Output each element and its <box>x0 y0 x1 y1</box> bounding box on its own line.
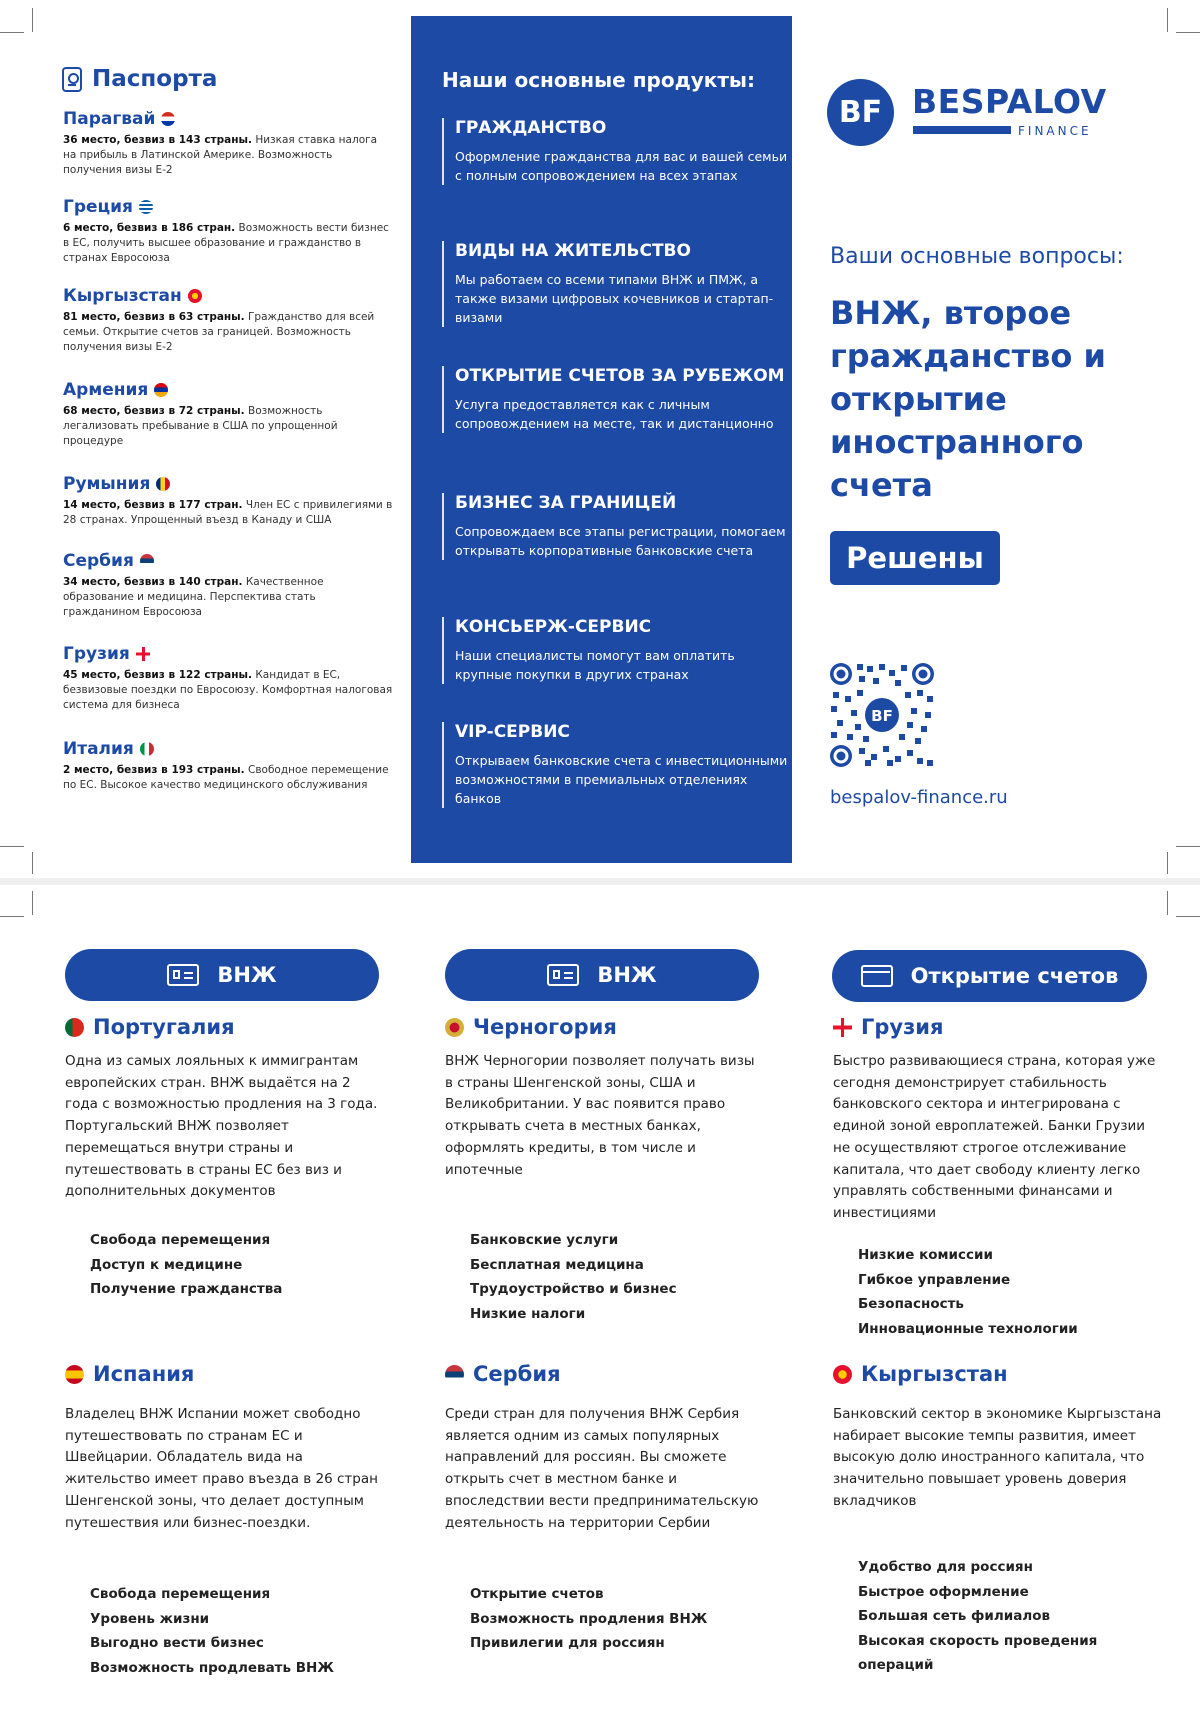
benefit-item: Бесплатная медицина <box>470 1256 644 1273</box>
section-title-text: Кыргызстан <box>861 1362 1008 1386</box>
passports-heading <box>62 66 217 92</box>
benefit-item: Низкие налоги <box>470 1305 586 1322</box>
products-heading: Наши основные продукты: <box>442 68 756 92</box>
id-card-icon <box>167 964 199 986</box>
benefit-item: Доступ к медицине <box>90 1256 243 1273</box>
benefit-item: Высокая скорость проведения операций <box>858 1632 1098 1673</box>
headline: ВНЖ, второе гражданство и открытие иностранного счета <box>830 294 1106 504</box>
benefit-item: Удобство для россиян <box>858 1559 1033 1575</box>
product-description: Сопровождаем все этапы регистрации, помогаем открывать корпоративные банковские счета <box>455 524 786 558</box>
country-description: Возможность вести бизнес в ЕС, получить высшее образование и гражданство в странах Евросоюза <box>63 222 389 264</box>
crop-mark <box>32 852 33 874</box>
product-title: ГРАЖДАНСТВО <box>455 118 607 138</box>
country-description: Низкая ставка налога на прибыль в Латинской Америке. Возможность получения визы Е-2 <box>63 134 378 176</box>
country-ranking: 2 место, безвиз в 193 страны. <box>63 764 245 776</box>
qr-center-label: BF <box>871 707 893 725</box>
passport-country <box>63 739 393 793</box>
serbia-flag-icon <box>140 554 154 568</box>
crop-mark <box>1167 8 1168 32</box>
bank-card-icon <box>861 965 893 987</box>
passports-title: Паспорта <box>92 66 218 92</box>
armenia-flag-icon <box>154 383 168 397</box>
residence-permit-header <box>65 949 379 1001</box>
benefit-item: Привилегии для россиян <box>470 1635 665 1651</box>
passport-country <box>63 380 393 449</box>
benefits-list <box>858 1243 1078 1341</box>
passport-country <box>63 286 393 355</box>
section-description: Владелец ВНЖ Испании может свободно путешествовать по странам ЕС и Швейцарии. Обладатель вида на жительство имеет право въезда в 26 стран Шенгенской зоны, что делает доступным путешествия или бизнес-поездки. <box>65 1406 378 1531</box>
passport-country <box>63 109 393 178</box>
benefit-item: Быстрое оформление <box>858 1583 1029 1600</box>
qr-code <box>829 662 935 768</box>
country-ranking: 14 место, безвиз в 177 стран. <box>63 499 243 511</box>
product-item <box>442 617 795 684</box>
products-panel <box>411 16 792 863</box>
section-title-text: Черногория <box>473 1015 617 1039</box>
benefit-item: Открытие счетов <box>470 1586 604 1602</box>
logo-subtitle: FINANCE <box>1018 124 1092 138</box>
questions-heading: Ваши основные вопросы: <box>830 244 1124 269</box>
logo-mark <box>827 79 894 146</box>
benefit-item: Получение гражданства <box>90 1281 283 1297</box>
greece-flag-icon <box>139 200 153 214</box>
account-opening-header <box>832 950 1147 1002</box>
product-item <box>442 366 795 433</box>
crop-mark <box>1176 846 1200 847</box>
romania-flag-icon <box>156 477 170 491</box>
section-title <box>65 1362 194 1386</box>
section-title-text: Португалия <box>93 1015 235 1039</box>
solved-badge: Решены <box>830 531 1000 585</box>
paraguay-flag-icon <box>161 112 175 126</box>
benefit-item: Гибкое управление <box>858 1271 1011 1288</box>
benefit-item: Трудоустройство и бизнес <box>470 1281 677 1297</box>
italy-flag-icon <box>140 742 154 756</box>
logo-bar <box>913 126 1011 134</box>
spain-flag-icon <box>65 1365 84 1384</box>
crop-mark <box>1176 916 1200 917</box>
brochure-page-2 <box>0 885 1200 1731</box>
passport-country <box>63 551 393 620</box>
pill-label: ВНЖ <box>597 963 657 987</box>
crop-mark <box>0 916 24 917</box>
section-title <box>445 1015 617 1039</box>
section-title-text: Грузия <box>861 1015 944 1039</box>
country-ranking: 36 место, безвиз в 143 страны. <box>63 134 252 146</box>
country-ranking: 68 место, безвиз в 72 страны. <box>63 405 245 417</box>
crop-mark <box>1167 852 1168 874</box>
country-name: Армения <box>63 380 149 400</box>
product-description: Услуга предоставляется как с личным сопровождением на месте, так и дистанционно <box>455 397 774 431</box>
benefits-list <box>90 1228 282 1302</box>
benefit-item: Свобода перемещения <box>90 1232 271 1248</box>
georgia-flag-icon <box>833 1018 852 1037</box>
product-title: VIP-СЕРВИС <box>455 722 570 742</box>
country-name: Грузия <box>63 644 130 664</box>
country-description: Качественное образование и медицина. Перспектива стать гражданином Евросоюза <box>63 576 324 618</box>
country-name: Сербия <box>63 551 134 571</box>
product-title: ОТКРЫТИЕ СЧЕТОВ ЗА РУБЕЖОМ <box>455 366 785 386</box>
section-description: Банковский сектор в экономике Кыргызстана набирает высокие темпы развития, имеет высокую долю иностранного капитала, что значительно повышает уровень доверия вкладчиков <box>833 1406 1162 1509</box>
benefits-list <box>858 1555 1118 1678</box>
section-title <box>833 1015 944 1039</box>
country-description: Гражданство для всей семьи. Открытие счетов за границей. Возможность получения визы Е-2 <box>63 311 375 353</box>
section-title <box>445 1362 561 1386</box>
product-item <box>442 241 795 327</box>
kyrgyzstan-flag-icon <box>833 1365 852 1384</box>
crop-mark <box>1167 891 1168 915</box>
country-name: Кыргызстан <box>63 286 182 306</box>
benefit-item: Свобода перемещения <box>90 1586 271 1602</box>
portugal-flag-icon <box>65 1018 84 1037</box>
crop-mark <box>32 8 33 32</box>
benefit-item: Безопасность <box>858 1296 964 1312</box>
pill-label: ВНЖ <box>217 963 277 987</box>
product-title: БИЗНЕС ЗА ГРАНИЦЕЙ <box>455 493 677 513</box>
benefits-list <box>470 1582 707 1656</box>
benefit-item: Низкие комиссии <box>858 1247 993 1263</box>
crop-mark <box>1176 32 1200 33</box>
benefit-item: Возможность продлевать ВНЖ <box>90 1659 334 1676</box>
country-description: Возможность легализовать пребывание в США по упрощенной процедуре <box>63 405 338 447</box>
section-description: Одна из самых лояльных к иммигрантам европейских стран. ВНЖ выдаётся на 2 года с возможностью продления на 3 года. Португальский ВНЖ позволяет перемещаться внутри страны и путешествовать в страны ЕС без виз и дополнительных документов <box>65 1053 378 1200</box>
benefit-item: Выгодно вести бизнес <box>90 1635 264 1651</box>
crop-mark <box>32 891 33 915</box>
residence-permit-header <box>445 949 759 1001</box>
product-item <box>442 118 795 185</box>
product-description: Мы работаем со всеми типами ВНЖ и ПМЖ, а также визами цифровых кочевников и стартап-визами <box>455 272 774 325</box>
product-item <box>442 493 795 560</box>
product-description: Наши специалисты помогут вам оплатить крупные покупки в других странах <box>455 648 735 682</box>
section-title-text: Испания <box>93 1362 195 1386</box>
serbia-flag-icon <box>445 1365 464 1384</box>
passport-country <box>63 197 393 266</box>
section-title-text: Сербия <box>473 1362 561 1386</box>
country-name: Греция <box>63 197 133 217</box>
kyrgyzstan-flag-icon <box>188 289 202 303</box>
montenegro-flag-icon <box>445 1018 464 1037</box>
benefit-item: Инновационные технологии <box>858 1320 1078 1337</box>
product-title: КОНСЬЕРЖ-СЕРВИС <box>455 617 652 637</box>
country-description: Член ЕС с привилегиями в 28 странах. Упрощенный въезд в Канаду и США <box>63 499 393 526</box>
passport-country <box>63 644 393 713</box>
section-description: ВНЖ Черногории позволяет получать визы в страны Шенгенской зоны, США и Великобритании. У вас появится право открывать счета в местных банках, оформлять кредиты, в том числе и ипотечные <box>445 1053 755 1178</box>
section-description: Среди стран для получения ВНЖ Сербия является одним из самых популярных направлений для россиян. Вы сможете открыть счет в местном банке и впоследствии вести предпринимательскую деятельность на территории Сербии <box>445 1406 759 1531</box>
country-description: Кандидат в ЕС, безвизовые поездки по Евросоюзу. Комфортная налоговая система для бизнеса <box>63 669 393 711</box>
country-name: Италия <box>63 739 134 759</box>
country-ranking: 6 место, безвиз в 186 стран. <box>63 222 236 234</box>
country-name: Румыния <box>63 474 151 494</box>
section-description: Быстро развивающиеся страна, которая уже сегодня демонстрирует стабильность банковского сектора и интегрирована с единой зоной европлатежей. Банки Грузии не осуществляют строгое отслеживание капитала, что дает свободу клиенту легко управлять собственными финансами и инвестициями <box>833 1053 1156 1221</box>
product-description: Оформление гражданства для вас и вашей семьи с полным сопровождением на всех этапах <box>455 149 788 183</box>
benefit-item: Уровень жизни <box>90 1610 210 1627</box>
crop-mark <box>0 846 24 847</box>
passport-icon <box>62 67 82 92</box>
product-description: Открываем банковские счета с инвестиционными возможностями в премиальных отделениях банков <box>455 753 788 806</box>
website-link[interactable]: bespalov-finance.ru <box>830 787 1008 808</box>
country-ranking: 34 место, безвиз в 140 стран. <box>63 576 243 588</box>
benefit-item: Возможность продления ВНЖ <box>470 1610 708 1627</box>
product-title: ВИДЫ НА ЖИТЕЛЬСТВО <box>455 241 691 261</box>
benefit-item: Большая сеть филиалов <box>858 1608 1051 1624</box>
logo-initials: BF <box>838 95 883 130</box>
section-title <box>65 1015 235 1039</box>
benefits-list <box>470 1228 677 1326</box>
country-description: Свободное перемещение по ЕС. Высокое качество медицинского обслуживания <box>63 764 389 791</box>
id-card-icon <box>547 964 579 986</box>
benefit-item: Банковские услуги <box>470 1232 619 1248</box>
crop-mark <box>0 32 24 33</box>
country-name: Парагвай <box>63 109 156 129</box>
pill-label: Открытие счетов <box>910 964 1119 988</box>
country-ranking: 45 место, безвиз в 122 страны. <box>63 669 252 681</box>
georgia-flag-icon <box>136 647 150 661</box>
country-ranking: 81 место, безвиз в 63 страны. <box>63 311 245 323</box>
section-title <box>833 1362 1008 1386</box>
benefits-list <box>90 1582 334 1680</box>
logo-name: BESPALOV <box>912 82 1107 121</box>
product-item <box>442 722 795 808</box>
passport-country <box>63 474 393 528</box>
